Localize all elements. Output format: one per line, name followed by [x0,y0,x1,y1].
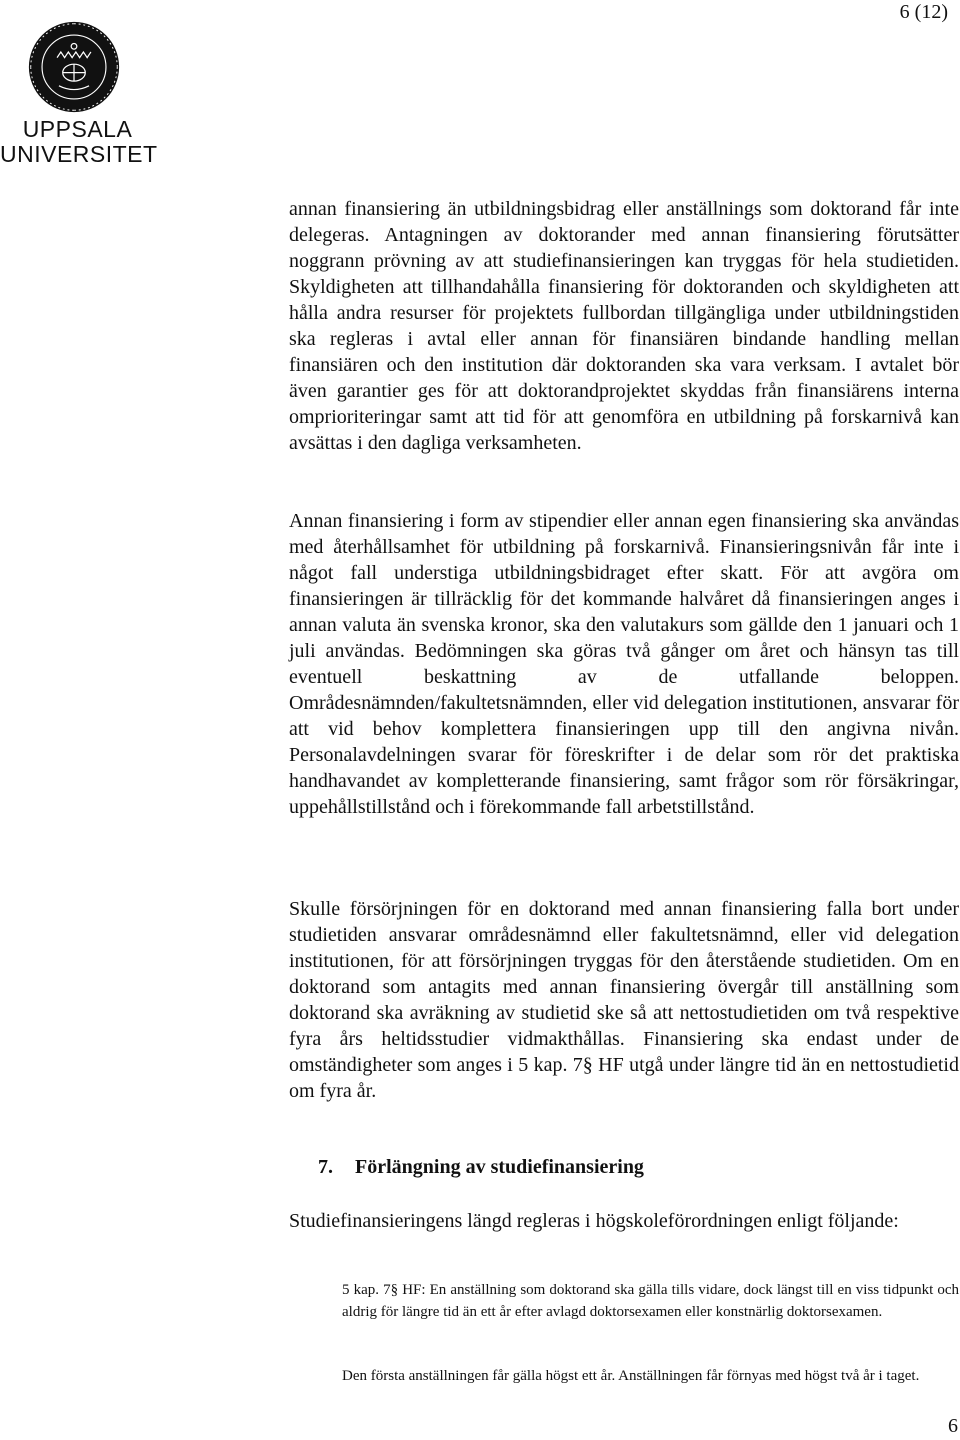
logo-text-uppsala: UPPSALA [22,116,133,142]
section-heading [318,1154,644,1180]
section-title: Förlängning av studiefinansiering [355,1156,644,1178]
section-number: 7. [318,1156,333,1178]
body-paragraph: Skulle försörjningen för en doktorand med annan finansiering falla bort under studietiden ansvarar områdesnämnd eller fakultetsnämnd, eller vid delegation institutionen, för att försörjningen tryggas för den återstående studietiden. Om en doktorand som antagits med annan finansiering övergår till anställning som doktorand ska avräkning av studietid ske så att nettostudietiden om två respektive fyra års heltidsstudier vidmakthållas. Finansiering ska endast under de omständigheter som anges i 5 kap. 7§ HF utgå under längre tid än en nettostudietid om fyra år. [289,898,959,1102]
university-logo [0,20,158,170]
page-indicator: 6 (12) [899,1,948,23]
quoted-regulation: 5 kap. 7§ HF: En anställning som doktorand ska gälla tills vidare, dock längst till en viss tidpunkt och aldrig för längre tid än ett år efter avlagd doktorsexamen eller konstnärlig doktorsexamen. [342,1282,959,1320]
body-paragraph: Annan finansiering i form av stipendier eller annan egen finansiering ska användas med återhållsamhet för utbildning på forskarnivå. Finansieringsnivån får inte i något fall understiga utbildningsbidraget efter skatt. För att avgöra om finansieringen är tillräcklig för det kommande halvåret då finansieringen anges i annan valuta än svenska kronor, ska den valutakurs som gällde den 1 januari och 1 juli användas. Bedömningen ska göras två gånger om året och hänsyn tas till eventuell beskattning av de utfallande beloppen. Områdesnämnden/fakultetsnämnden, eller vid delegation institutionen, ansvarar för att vid behov komplettera finansieringen upp till den angivna nivån. Personalavdelningen svarar för föreskrifter i de delar som rör det praktiska handhavandet av kompletterande finansiering, samt frågor som rör försäkringar, uppehållstillstånd och i förekommande fall arbetstillstånd. [289,510,959,818]
section-intro: Studiefinansieringens längd regleras i högskoleförordningen enligt följande: [289,1210,899,1232]
body-paragraph: annan finansiering än utbildningsbidrag eller anställnings som doktorand får inte delegeras. Antagningen av doktorander med annan finansiering förutsätter noggrann prövning av att studiefinansieringen kan tryggas för hela studietiden. Skyldigheten att tillhandahålla finansiering för doktoranden och skyldigheten att hålla andra resurser för projektets fullbordan tillgängliga under utbildningstiden ska regleras i avtal eller annan för finansiären bindande handling mellan finansiären och den institution där doktoranden ska vara verksam. I avtalet bör även garantier ges för att doktorandprojektet skyddas från finansiärens interna omprioriteringar samt att tid för att genomföra en utbildning på forskarnivå kan avsättas i den dagliga verksamheten. [289,198,959,454]
quoted-regulation: Den första anställningen får gälla högst ett år. Anställningen får förnyas med högst två år i taget. [342,1368,920,1384]
uppsala-university-seal-icon [27,20,121,114]
logo-text-universitet: UNIVERSITET [0,141,158,167]
page-number: 6 [948,1415,958,1437]
